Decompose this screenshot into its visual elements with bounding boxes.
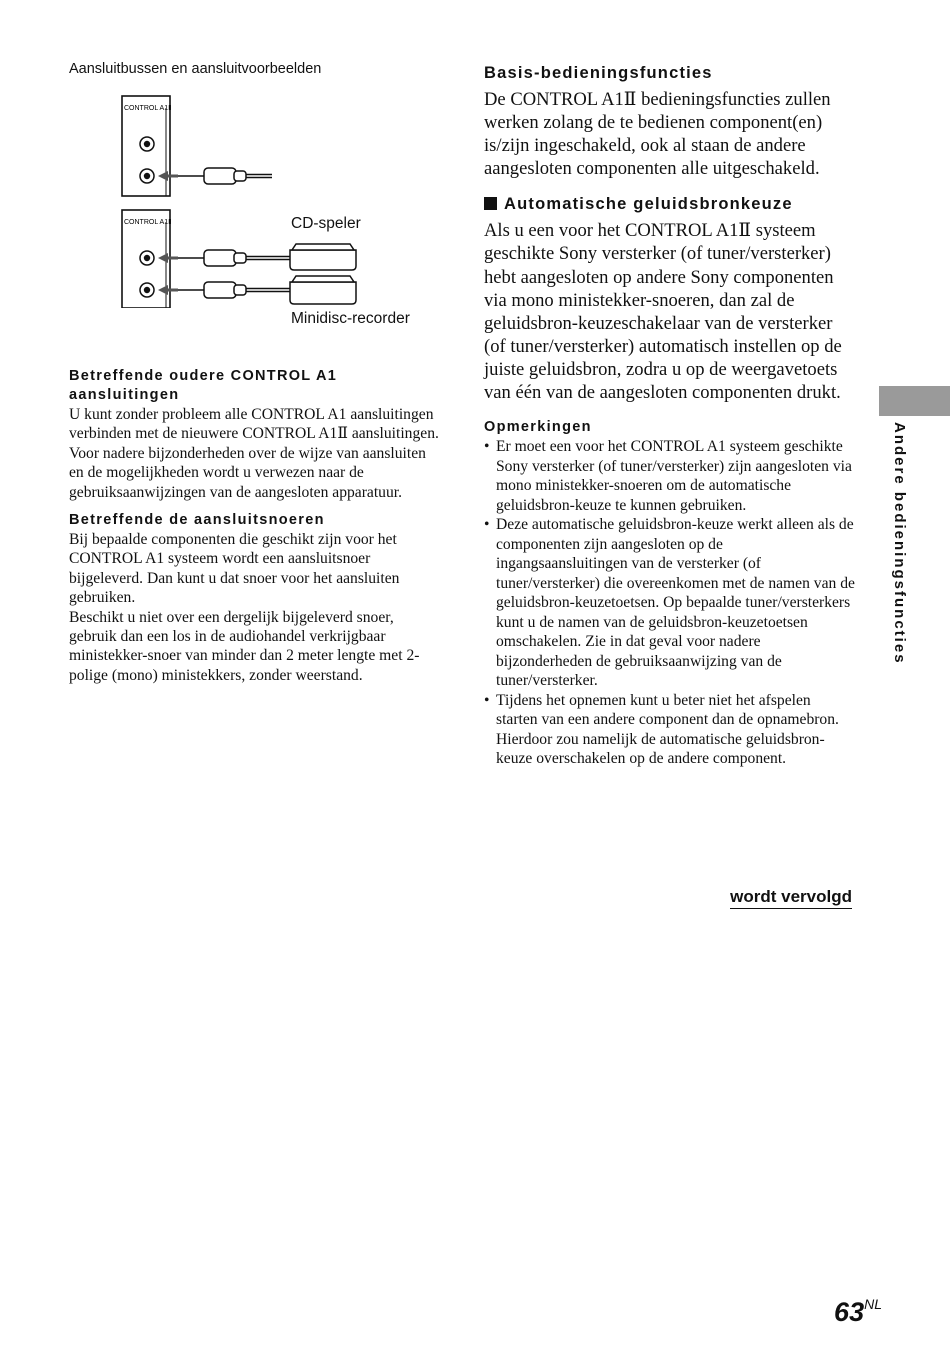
square-bullet-icon (484, 197, 497, 210)
diagram-caption: Aansluitbussen en aansluitvoorbeelden (69, 61, 322, 77)
page-number-value: 63 (834, 1297, 865, 1327)
panel-label-top: CONTROL A1Ⅱ (124, 105, 172, 112)
note-item: • Tijdens het opnemen kunt u beter niet het afspelen starten van een andere component dan de opnamebron. Hierdoor zou namelijk de automatische geluidsbron-keuze overschakelen op de andere component. (484, 691, 856, 769)
control-a1-panel-top (122, 96, 172, 196)
left-column (69, 367, 441, 685)
panel-label-bottom: CONTROL A1Ⅱ (124, 219, 172, 226)
page-language-suffix: NL (864, 1296, 882, 1312)
section-body-cables-2: Beschikt u niet over een dergelijk bijgeleverd snoer, gebruik dan een los in de audiohandel verkrijgbaar ministekker-snoer van minder dan 2 meter lengte met 2-polige (mono) ministekkers, zonder weerstand. (69, 608, 420, 684)
body-auto-source: Als u een voor het CONTROL A1Ⅱ systeem geschikte Sony versterker (of tuner/versterker) hebt aangesloten op andere Sony componenten via mono ministekker-snoeren, dan zal de geluidsbron-keuzeschakelaar van de versterker (of tuner/versterker) automatisch instellen op de juiste geluidsbron, zodra u op de weergavetoets van één van de aangesloten componenten drukt. (484, 220, 842, 404)
side-tab-marker (879, 386, 950, 416)
notes-title: Opmerkingen (484, 419, 592, 436)
section-title-older-connections: Betreffende oudere CONTROL A1 aansluitingen (69, 368, 338, 403)
cd-player-device (290, 244, 356, 270)
connection-diagram (110, 88, 370, 308)
note-item: • Er moet een voor het CONTROL A1 systeem geschikte Sony versterker (of tuner/versterker) zijn aangesloten via mono ministekker-snoeren om de automatische geluidsbron-keuze te kunnen gebruiken. (484, 437, 856, 515)
heading-auto-source-text: Automatische geluidsbronkeuze (504, 195, 793, 214)
body-basic-functions: De CONTROL A1Ⅱ bedieningsfuncties zullen werken zolang de te bedienen component(en) is/zijn ingeschakeld, ook al staan de andere aangesloten componenten alle uitgeschakeld. (484, 89, 831, 180)
continued-label: wordt vervolgd (730, 887, 852, 909)
note-item: • Deze automatische geluidsbron-keuze werkt alleen als de componenten zijn aangesloten op de ingangsaansluitingen van de versterker (of tuner/versterker) die overeenkomen met de namen van de geluidsbron-keuzetoetsen. Op bepaalde tuner/versterkers kunt u de namen van de geluidsbron-keuzetoetsen omschakelen. Zie in dat geval voor nadere bijzonderheden de gebruiksaanwijzing van de tuner/versterker. (484, 515, 856, 691)
right-column (484, 62, 856, 769)
section-body-cables-1: Bij bepaalde componenten die geschikt zijn voor het CONTROL A1 systeem wordt een aansluitsnoer bijgeleverd. Dan kunt u dat snoer voor het aansluiten gebruiken. (69, 531, 400, 607)
notes-list (484, 437, 856, 769)
minidisc-recorder-label: Minidisc-recorder (291, 310, 410, 327)
section-body-older-connections: U kunt zonder probleem alle CONTROL A1 aansluitingen verbinden met de nieuwere CONTROL A1Ⅱ aansluitingen. Voor nadere bijzonderheden over de wijze van aansluiten en de mogelijkheden wordt u verwezen naar de gebruiksaanwijzingen van de aangesloten apparatuur. (69, 406, 439, 501)
plug-top (158, 168, 272, 184)
heading-basic-functions: Basis-bedieningsfuncties (484, 64, 713, 82)
minidisc-recorder-device (290, 276, 356, 304)
plug-md (158, 282, 290, 298)
heading-auto-source (484, 193, 856, 215)
plug-cd (158, 250, 290, 266)
section-title-cables: Betreffende de aansluitsnoeren (69, 512, 325, 529)
cd-player-label: CD-speler (291, 215, 361, 232)
page-number (834, 1296, 882, 1328)
side-tab-text: Andere bedieningsfuncties (891, 422, 908, 665)
